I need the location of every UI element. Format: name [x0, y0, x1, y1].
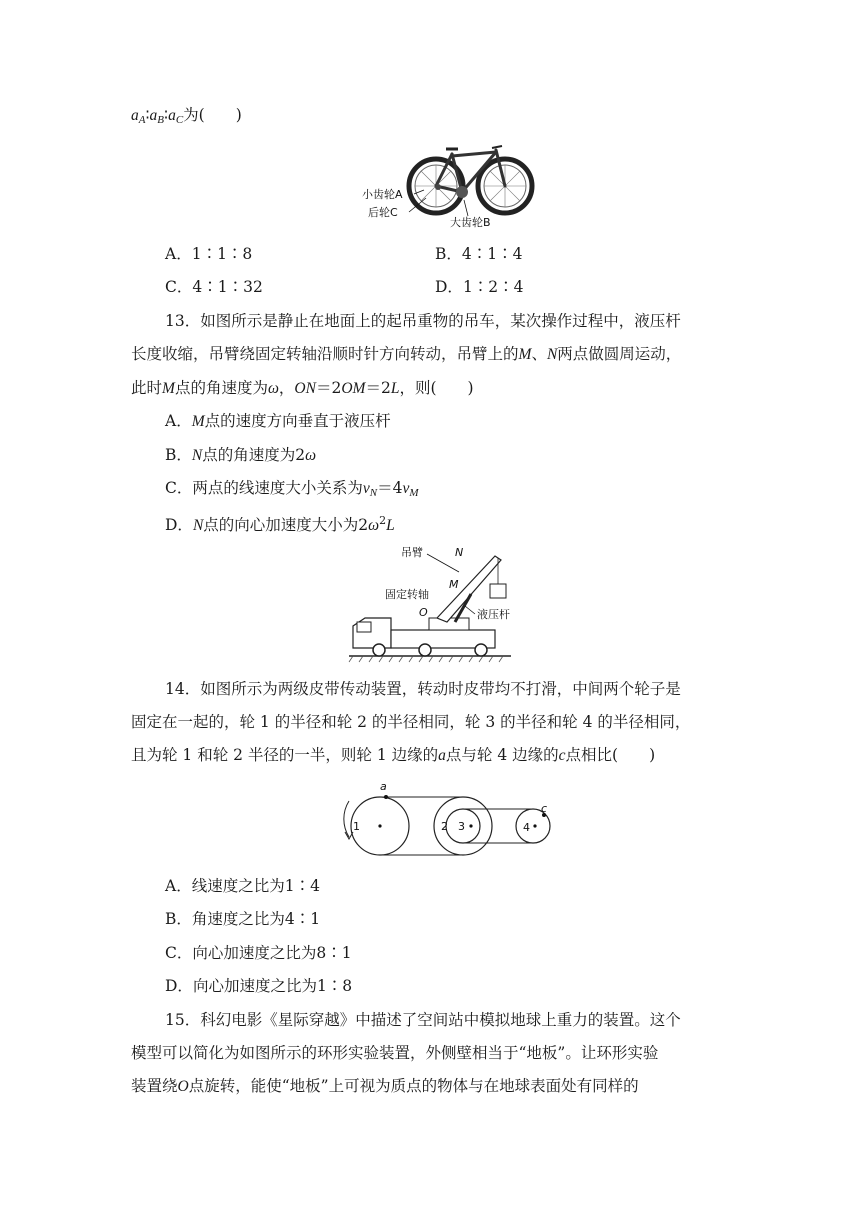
- option-text: 1∶2∶4: [462, 278, 524, 296]
- option-text: 1∶1∶8: [191, 245, 253, 263]
- q14-stem-line3: [131, 744, 655, 767]
- var-M: M: [162, 380, 175, 397]
- label-small-gear: 小齿轮A: [362, 188, 403, 201]
- text: 两点做圆周运动，: [557, 345, 682, 363]
- option-text: 两点的线速度大小关系为: [192, 479, 363, 497]
- label-O: O: [419, 606, 428, 619]
- q12-option-c[interactable]: [165, 276, 263, 298]
- label-M: M: [449, 578, 459, 591]
- var-N: N: [191, 447, 203, 464]
- var-a: a: [149, 107, 158, 124]
- text: 、: [531, 345, 547, 363]
- var-a: a: [438, 747, 446, 764]
- var-c: c: [558, 747, 566, 764]
- q12-option-b[interactable]: [435, 243, 522, 265]
- var-OM: OM: [341, 380, 366, 397]
- var-M: M: [191, 413, 205, 430]
- label-a: a: [380, 780, 387, 793]
- belt-drive-figure: [335, 775, 560, 865]
- label-wheel-3: 3: [458, 820, 465, 833]
- var-omega: ω: [368, 517, 380, 534]
- option-key: A．: [165, 412, 192, 430]
- ratio-sep: ∶: [145, 106, 150, 124]
- label-c: c: [541, 802, 548, 815]
- option-text: 向心加速度之比为1∶8: [192, 977, 353, 995]
- var-v: v: [402, 480, 410, 497]
- q13-option-d[interactable]: [165, 510, 395, 537]
- q15-stem-line2: 模型可以简化为如图所示的环形实验装置，外侧壁相当于“地板”。让环形实验: [131, 1044, 659, 1062]
- text: 此时: [131, 379, 163, 397]
- q14-option-c[interactable]: [165, 942, 352, 964]
- var-a: a: [168, 107, 176, 124]
- var-omega: ω: [305, 447, 317, 464]
- text: ，则( ): [399, 379, 474, 397]
- option-key: A．: [165, 877, 192, 895]
- label-wheel-4: 4: [523, 821, 530, 834]
- sub-M: M: [409, 487, 419, 499]
- q13-stem-line2: [131, 343, 681, 366]
- text: 点与轮 4 边缘的: [445, 746, 559, 764]
- sub-C: C: [175, 114, 184, 126]
- sub-N: N: [369, 487, 378, 499]
- text: ＝2: [365, 379, 391, 397]
- text: 点的角速度为: [174, 379, 268, 397]
- label-wheel-2: 2: [441, 820, 448, 833]
- var-M: M: [518, 346, 532, 363]
- text: 装置绕: [131, 1077, 178, 1095]
- paren: 为( ): [183, 106, 242, 124]
- label-N: N: [455, 546, 464, 559]
- option-key: C．: [165, 944, 193, 962]
- option-key: A．: [165, 245, 192, 263]
- option-text: 点的角速度为2: [202, 446, 306, 464]
- q15-stem-line1: 15．科幻电影《星际穿越》中描述了空间站中模拟地球上重力的装置。这个: [165, 1011, 681, 1029]
- var-v: v: [362, 480, 370, 497]
- sub-A: A: [138, 114, 146, 126]
- label-cylinder: 液压杆: [477, 608, 510, 621]
- q14-option-b[interactable]: [165, 908, 320, 930]
- text: ＝4: [377, 479, 403, 497]
- option-key: B．: [165, 910, 192, 928]
- q13-option-a[interactable]: [165, 410, 391, 433]
- option-text: 角速度之比为4∶1: [191, 910, 321, 928]
- text: ＝2: [315, 379, 342, 397]
- option-text: 点的向心加速度大小为2: [203, 516, 369, 534]
- text: 点旋转，能使“地板”上可视为质点的物体与在地球表面处有同样的: [188, 1077, 639, 1095]
- label-big-gear: 大齿轮B: [450, 216, 491, 229]
- var-N: N: [546, 346, 558, 363]
- text: 长度收缩，吊臂绕固定转轴沿顺时针方向转动，吊臂上的: [131, 345, 519, 363]
- var-ON: ON: [294, 380, 316, 397]
- q14-stem-line1: 14．如图所示为两级皮带传动装置，转动时皮带均不打滑，中间两个轮子是: [165, 680, 681, 698]
- q13-stem-line1: 13．如图所示是静止在地面上的起吊重物的吊车，某次操作过程中，液压杆: [165, 312, 681, 330]
- crane-figure: [345, 544, 515, 666]
- var-omega: ω: [267, 380, 279, 397]
- q12-answer-ratio: [131, 104, 242, 131]
- label-rear-wheel: 后轮C: [368, 206, 398, 219]
- option-key: B．: [165, 446, 192, 464]
- bicycle-figure: [360, 140, 540, 232]
- label-boom: 吊臂: [401, 546, 423, 559]
- var-L: L: [390, 380, 400, 397]
- label-axis: 固定转轴: [385, 588, 429, 601]
- option-text: 4∶1∶4: [461, 245, 523, 263]
- option-text: 点的速度方向垂直于液压杆: [204, 412, 391, 430]
- sup-2: 2: [379, 514, 387, 527]
- option-text: 4∶1∶32: [192, 278, 263, 296]
- q13-option-b[interactable]: [165, 444, 316, 467]
- var-L: L: [386, 517, 395, 534]
- var-O: O: [177, 1078, 189, 1095]
- option-text: 线速度之比为1∶4: [191, 877, 320, 895]
- option-text: 向心加速度之比为8∶1: [192, 944, 352, 962]
- q14-stem-line2: 固定在一起的，轮 1 的半径和轮 2 的半径相同，轮 3 的半径和轮 4 的半径相同，: [131, 713, 691, 731]
- label-wheel-1: 1: [353, 820, 360, 833]
- option-key: D．: [165, 977, 193, 995]
- option-key: B．: [435, 245, 462, 263]
- q14-option-d[interactable]: [165, 975, 352, 997]
- text: 点相比( ): [565, 746, 656, 764]
- option-key: C．: [165, 479, 193, 497]
- q13-stem-line3: [131, 377, 474, 400]
- q15-stem-line3: [131, 1075, 639, 1098]
- var-N: N: [192, 517, 204, 534]
- sub-B: B: [157, 114, 165, 126]
- var-a: a: [131, 107, 139, 124]
- q12-option-d[interactable]: [435, 276, 524, 298]
- text: ，: [278, 379, 295, 397]
- text: 且为轮 1 和轮 2 半径的一半，则轮 1 边缘的: [131, 746, 439, 764]
- option-key: C．: [165, 278, 193, 296]
- q13-option-c[interactable]: [165, 477, 419, 504]
- option-key: D．: [435, 278, 463, 296]
- option-key: D．: [165, 516, 193, 534]
- ratio-sep: ∶: [164, 106, 169, 124]
- q12-option-a[interactable]: [165, 243, 252, 265]
- q14-option-a[interactable]: [165, 875, 320, 897]
